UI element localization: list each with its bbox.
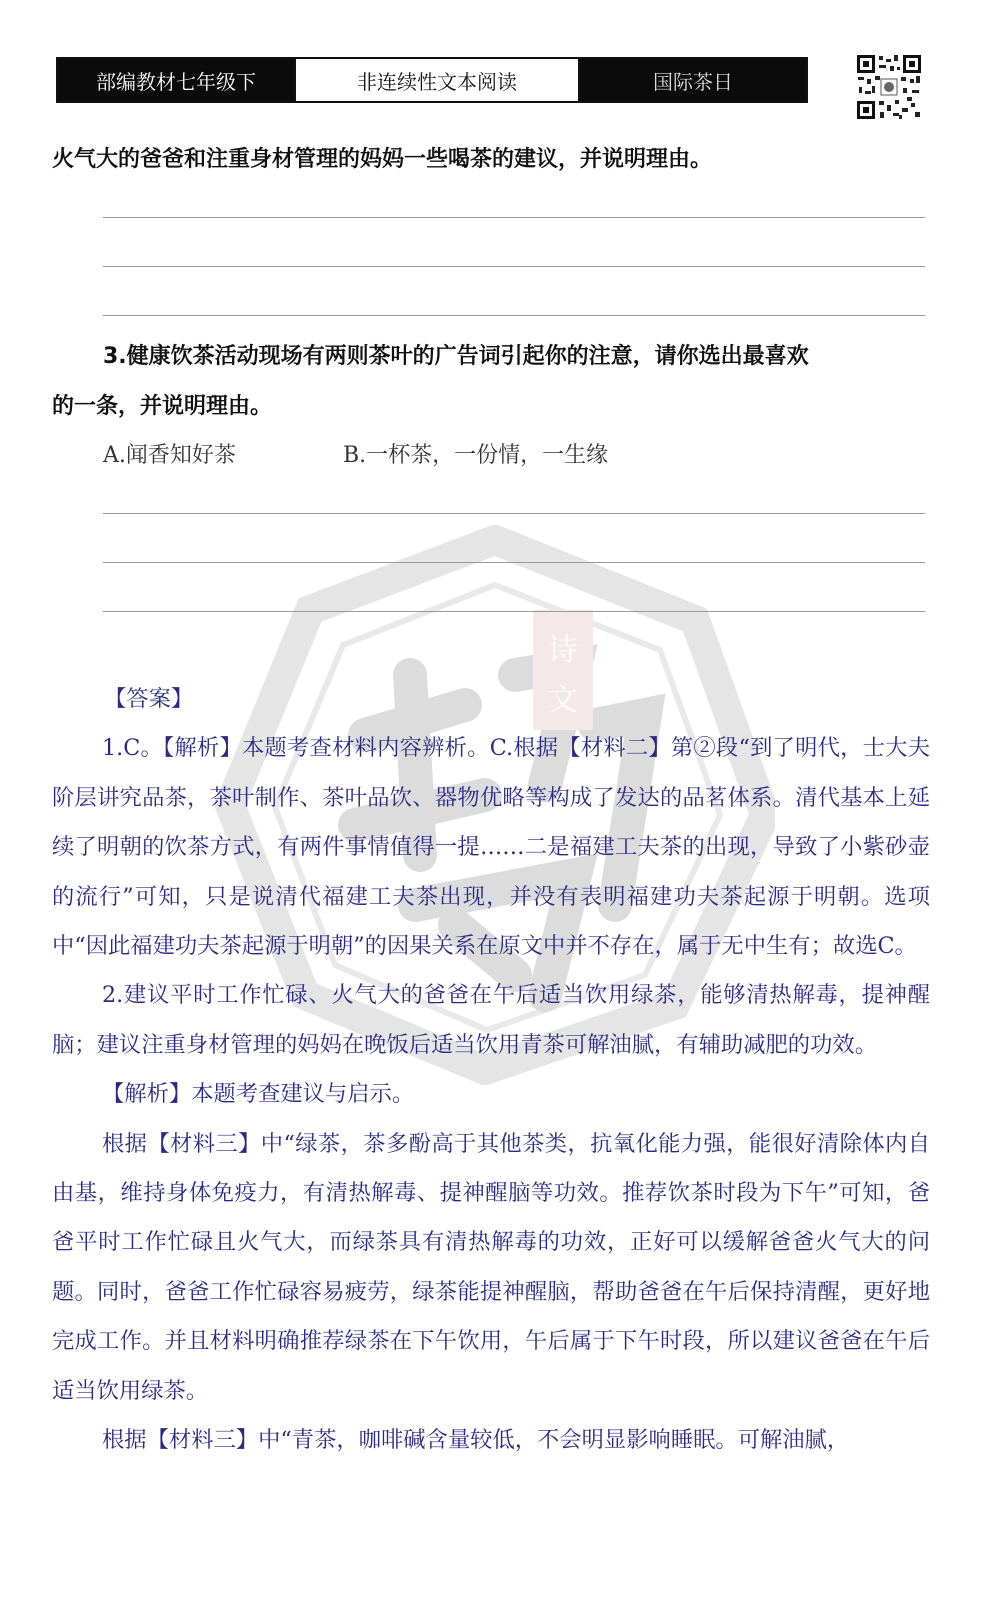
header-topic: 非连续性文本阅读 <box>294 59 580 101</box>
option-b: B.一杯茶，一份情，一生缘 <box>343 443 609 468</box>
answer-p1: 1.C。【解析】本题考查材料内容辨析。C.根据【材料二】第②段“到了明代，士大夫阶层讲究品茶，茶叶制作、茶叶品饮、器物优略等构成了发达的品茗体系。清代基本上延续了明朝的饮茶方式，有两件事情值得一提……二是福建工夫茶的出现，导致了小紫砂壶的流行”可知，只是说清代福建工夫茶出现，并没有表明福建功夫茶起源于明朝。选项中“因此福建功夫茶起源于明朝”的因果关系在原文中并不存在，属于无中生有；故选C。 <box>52 735 930 960</box>
answer-p4: 根据【材料三】中“绿茶，茶多酚高于其他茶类，抗氧化能力强，能很好清除体内自由基，维持身体免疫力，有清热解毒、提神醒脑等功效。推荐饮茶时段为下午”可知，爸爸平时工作忙碌且火气大，而绿茶具有清热解毒的功效，正好可以缓解爸爸火气大的问题。同时，爸爸工作忙碌容易疲劳，绿茶能提神醒脑，帮助爸爸在午后保持清醒，更好地完成工作。并且材料明确推荐绿茶在下午饮用，午后属于下午时段，所以建议爸爸在午后适当饮用绿茶。 <box>52 1130 930 1404</box>
svg-text:文: 文 <box>548 683 578 718</box>
answer-p2: 2.建议平时工作忙碌、火气大的爸爸在午后适当饮用绿茶，能够清热解毒，提神醒脑；建议注重身材管理的妈妈在晚饭后适当饮用青茶可解油腻，有辅助减肥的功效。 <box>52 982 930 1058</box>
answer-line <box>103 611 925 612</box>
answer-section <box>52 675 930 1466</box>
question3-line2: 的一条，并说明理由。 <box>52 394 273 419</box>
answer-line <box>103 217 925 218</box>
header-theme: 国际茶日 <box>580 59 806 101</box>
answer-line <box>103 266 925 267</box>
header-grade: 部编教材七年级下 <box>58 59 294 101</box>
header-bar <box>56 57 808 103</box>
answer-title: 【答案】 <box>104 686 194 712</box>
answer-line <box>103 562 925 563</box>
svg-text:诗: 诗 <box>548 633 578 668</box>
answer-p3: 【解析】本题考查建议与启示。 <box>102 1081 415 1108</box>
question3-line1: 3.健康饮茶活动现场有两则茶叶的广告词引起你的注意，请你选出最喜欢 <box>103 344 809 369</box>
option-a: A.闻香知好茶 <box>103 443 236 468</box>
answer-line <box>103 315 925 316</box>
answer-line <box>103 513 925 514</box>
qr-code-icon <box>855 53 923 121</box>
question2-tail: 火气大的爸爸和注重身材管理的妈妈一些喝茶的建议，并说明理由。 <box>52 147 713 172</box>
answer-p5: 根据【材料三】中“青茶，咖啡碱含量较低，不会明显影响睡眠。可解油腻， <box>102 1427 850 1454</box>
